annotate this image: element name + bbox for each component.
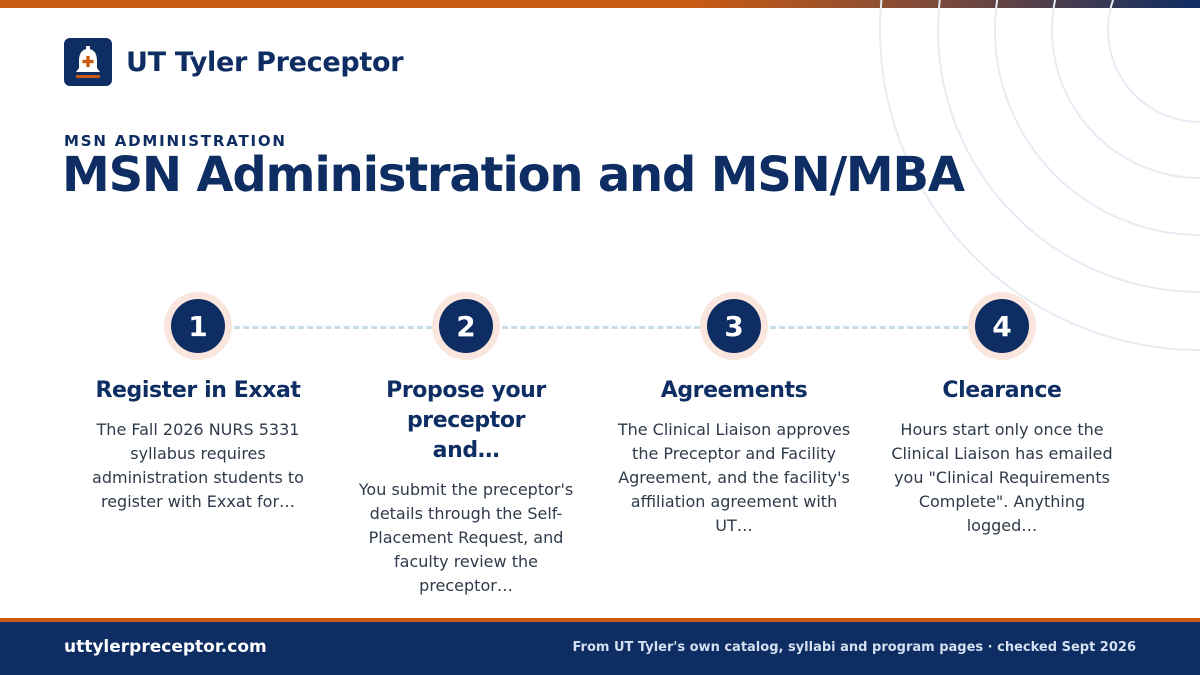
brand-name: UT Tyler Preceptor	[126, 46, 404, 78]
footer	[0, 622, 1200, 675]
brand-header	[64, 38, 403, 86]
step-card	[346, 376, 586, 598]
section-eyebrow: MSN ADMINISTRATION	[64, 132, 287, 150]
step-card	[78, 376, 318, 514]
step-connector	[770, 326, 968, 329]
step-title: Register in Exxat	[95, 378, 301, 403]
step-number: 4	[975, 299, 1029, 353]
step-description: The Clinical Liaison approves the Preceptor and Facility Agreement, and the facility's affiliation agreement with UT…	[617, 420, 851, 535]
step-number: 2	[439, 299, 493, 353]
step-description: Hours start only once the Clinical Liaison has emailed you "Clinical Requirements Complete". Anything logged…	[891, 420, 1113, 535]
step-title: Propose your preceptor and…	[386, 378, 546, 463]
step-number: 1	[171, 299, 225, 353]
bell-cross-icon	[64, 38, 112, 86]
step-number-badge	[432, 292, 500, 360]
step-title: Agreements	[660, 378, 808, 403]
step-connector	[234, 326, 432, 329]
step-number: 3	[707, 299, 761, 353]
step-description: The Fall 2026 NURS 5331 syllabus requires administration students to register with Exxat for…	[92, 420, 304, 511]
step-number-badge	[968, 292, 1036, 360]
page-title: MSN Administration and MSN/MBA	[62, 147, 964, 203]
step-number-badge	[700, 292, 768, 360]
step-card	[882, 376, 1122, 538]
step-number-badge	[164, 292, 232, 360]
top-accent-bar	[0, 0, 1200, 8]
step-connector	[502, 326, 700, 329]
step-description: You submit the preceptor's details through the Self-Placement Request, and faculty review the preceptor…	[358, 480, 574, 595]
step-title: Clearance	[942, 378, 1062, 403]
step-card	[614, 376, 854, 538]
footer-url-link[interactable]: uttylerpreceptor.com	[64, 637, 267, 657]
footer-source-note: From UT Tyler's own catalog, syllabi and program pages · checked Sept 2026	[572, 640, 1136, 655]
